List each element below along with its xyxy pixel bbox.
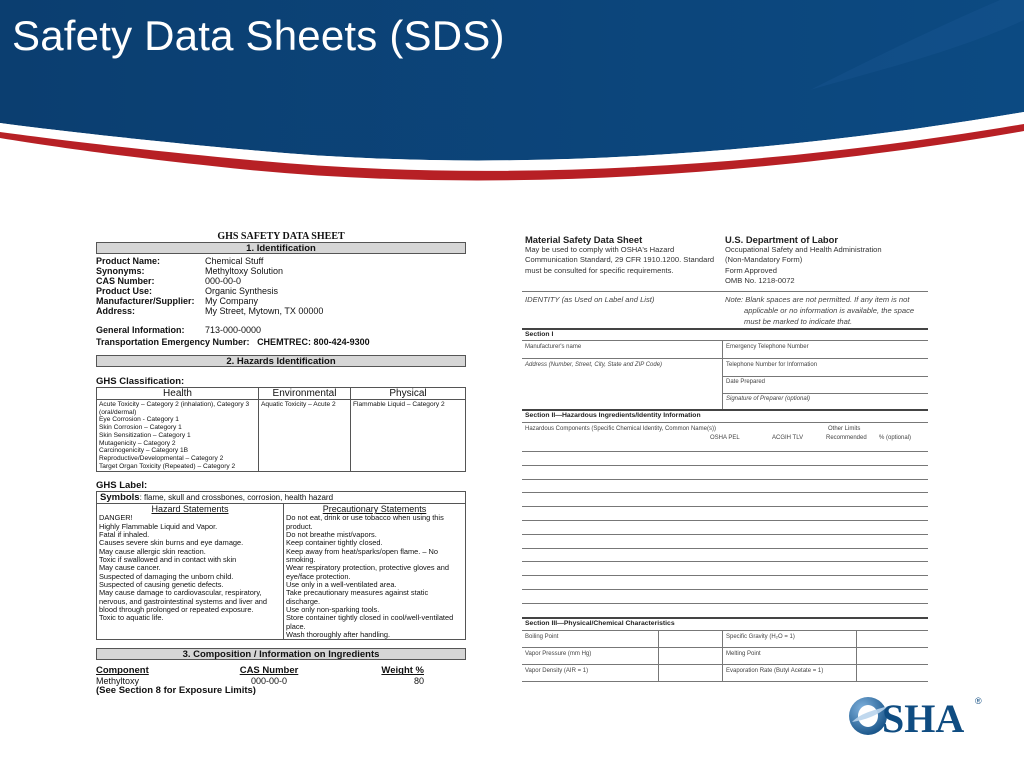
divider — [856, 630, 857, 682]
note-line: Note: Blank spaces are not permitted. If any item is not — [725, 295, 910, 304]
precautionary-statement: Do not eat, drink or use tobacco when using this product. — [286, 513, 444, 531]
ghs-safety-data-sheet — [96, 231, 466, 701]
section-2-heading: Section II—Hazardous Ingredients/Identity Information — [525, 412, 701, 419]
agency-line: OMB No. 1218-0072 — [725, 275, 795, 285]
rule — [522, 358, 928, 359]
kv-value: Organic Synthesis — [205, 286, 279, 296]
ghs-section-3-heading: 3. Composition / Information on Ingredients — [96, 648, 466, 660]
identification-list — [96, 256, 466, 316]
precautionary-statements-list — [284, 514, 465, 639]
osha-pel-label: OSHA PEL — [710, 435, 740, 441]
date-prepared-label: Date Prepared — [726, 379, 766, 385]
blank-line — [522, 506, 928, 507]
vapor-pressure-label: Vapor Pressure (mm Hg) — [525, 651, 592, 657]
hazard-statement: Toxic to aquatic life. — [99, 613, 164, 623]
identification-row — [96, 296, 466, 306]
ghs-section-1-heading: 1. Identification — [96, 242, 466, 254]
health-hazard-item: Skin Corrosion – Category 1 — [99, 424, 182, 432]
blank-line — [522, 534, 928, 535]
hazard-statements-heading: Hazard Statements — [151, 504, 229, 515]
msds-title: Material Safety Data Sheet — [525, 234, 643, 245]
blank-line — [522, 520, 928, 521]
rule — [522, 422, 928, 423]
identification-row — [96, 286, 466, 296]
agency-line: Occupational Safety and Health Administration — [725, 245, 882, 255]
precautionary-statement: Do not breathe mist/vapors. — [286, 530, 377, 540]
section-1-heading: Section I — [525, 331, 554, 338]
blank-line — [522, 465, 928, 466]
osha-material-safety-data-sheet — [522, 231, 928, 683]
blank-line — [522, 575, 928, 576]
rule — [522, 647, 928, 648]
msds-intro-line: must be consulted for specific requirements. — [525, 265, 674, 275]
identification-row — [96, 266, 466, 276]
health-hazards-cell — [97, 400, 259, 472]
component-header: Component — [96, 665, 149, 677]
hazardous-components-label: Hazardous Components (Specific Chemical Identity, Common Name(s)) — [525, 426, 716, 432]
ghs-classification-table — [96, 387, 466, 472]
kv-value: My Company — [205, 296, 259, 306]
divider — [722, 630, 723, 682]
kv-key: Product Name: — [96, 256, 161, 266]
health-hazard-item: Eye Corrosion - Category 1 — [99, 416, 179, 424]
note-line: must be marked to indicate that. — [744, 317, 853, 326]
agency-line: Form Approved — [725, 265, 777, 275]
other-limits-label: Other Limits — [828, 426, 861, 432]
rule — [522, 409, 928, 411]
note-line: applicable or no information is available, the space — [744, 306, 915, 315]
health-hazard-item: Skin Sensitization – Category 1 — [99, 431, 191, 439]
osha-logo-text: SHA — [882, 696, 965, 741]
blank-line — [522, 548, 928, 549]
rule — [722, 393, 928, 394]
ghs-label-box — [96, 491, 466, 640]
rule — [522, 617, 928, 619]
rule — [522, 340, 928, 341]
precautionary-statement: Keep container tightly closed. — [286, 538, 383, 548]
manufacturer-name-label: Manufacturer's name — [525, 344, 582, 350]
melting-point-label: Melting Point — [726, 651, 761, 657]
osha-logo — [842, 686, 992, 742]
slide-title: Safety Data Sheets (SDS) — [12, 12, 505, 59]
blank-line — [522, 589, 928, 590]
msds-intro-line: May be used to comply with OSHA's Hazard — [525, 245, 675, 255]
rule — [522, 681, 928, 682]
component-cas: 000-00-0 — [250, 676, 288, 687]
precautionary-statement: Wear respiratory protection, protective gloves and eye/face protection. — [286, 563, 449, 581]
symbols-label: Symbols — [100, 492, 140, 504]
kv-value: 713-000-0000 — [205, 325, 262, 335]
col-environmental: Environmental — [259, 388, 351, 400]
hazard-statement: DANGER! — [99, 513, 133, 523]
cas-number-header: CAS Number — [239, 665, 299, 677]
vapor-density-label: Vapor Density (AIR = 1) — [525, 668, 589, 674]
info-phone-label: Telephone Number for Information — [726, 362, 818, 368]
hazard-statement: Fatal if inhaled. — [99, 530, 150, 540]
symbols-text: : flame, skull and crossbones, corrosion, health hazard — [139, 493, 334, 503]
kv-key: General Information: — [96, 325, 185, 335]
rule — [522, 630, 928, 631]
hazard-statement: Suspected of causing genetic defects. — [99, 580, 224, 590]
hazard-statement: May cause allergic skin reaction. — [99, 546, 206, 556]
precautionary-statement: Wash thoroughly after handling. — [286, 630, 391, 640]
divider — [658, 630, 659, 682]
ghs-label-title: GHS Label: — [96, 480, 148, 492]
ghs-classification-label: GHS Classification: — [96, 376, 185, 387]
registered-mark: ® — [975, 696, 982, 706]
divider — [722, 340, 723, 409]
col-physical: Physical — [351, 388, 466, 400]
kv-key: Address: — [96, 306, 136, 316]
hazard-statement: May cause damage to cardiovascular, respiratory, nervous, and gastrointestinal systems and liver and blood through prolonged or repeated exposure. — [99, 588, 268, 615]
exposure-limits-note: (See Section 8 for Exposure Limits) — [96, 685, 256, 697]
component-name: Methyltoxy — [96, 676, 140, 687]
emergency-phone-label: Emergency Telephone Number — [726, 344, 809, 350]
kv-value: Chemical Stuff — [205, 256, 264, 266]
health-hazard-item: Reproductive/Developmental – Category 2 — [99, 454, 224, 462]
identification-row — [96, 276, 466, 286]
specific-gravity-label: Specific Gravity (H₂O = 1) — [726, 634, 795, 640]
msds-header-left — [525, 235, 715, 276]
hazard-statement: Highly Flammable Liquid and Vapor. — [99, 521, 218, 531]
environmental-hazards-cell: Aquatic Toxicity – Acute 2 — [259, 400, 351, 472]
rule — [522, 291, 928, 292]
identification-row — [96, 256, 466, 266]
blank-line — [522, 561, 928, 562]
health-hazard-item: Carcinogenicity – Category 1B — [99, 447, 189, 455]
component-weight: 80 — [413, 676, 424, 687]
health-hazard-item: Target Organ Toxicity (Repeated) – Category 2 — [99, 462, 236, 470]
health-hazard-item: Acute Toxicity – Category 2 (inhalation), Category 3 (oral/dermal) — [99, 401, 250, 416]
transport-emergency-row — [96, 337, 466, 347]
identification-row — [96, 306, 466, 316]
symbols-row — [97, 492, 465, 504]
rule — [722, 376, 928, 377]
health-hazard-item: Mutagenicity – Category 2 — [99, 439, 176, 447]
precautionary-statement: Use only non-sparking tools. — [286, 605, 380, 615]
rule — [522, 664, 928, 665]
msds-intro-line: Communication Standard, 29 CFR 1910.1200. Standard — [525, 255, 715, 265]
blank-line — [522, 479, 928, 480]
ghs-sheet-title: GHS SAFETY DATA SHEET — [217, 231, 345, 242]
section-3-heading: Section III—Physical/Chemical Characteristics — [525, 620, 675, 627]
col-health: Health — [97, 388, 259, 400]
recommended-label: Recommended — [826, 435, 867, 441]
kv-key: Manufacturer/Supplier: — [96, 296, 195, 306]
kv-key: Transportation Emergency Number: — [96, 337, 250, 347]
kv-value: 000-00-0 — [205, 276, 242, 286]
acgih-tlv-label: ACGIH TLV — [772, 435, 804, 441]
composition-header-row — [96, 666, 466, 676]
blank-line — [522, 451, 928, 452]
precautionary-statement: Take precautionary measures against static discharge. — [286, 588, 429, 606]
evaporation-rate-label: Evaporation Rate (Butyl Acetate = 1) — [726, 668, 824, 674]
percent-optional-label: % (optional) — [879, 435, 912, 441]
hazard-statement: Toxic if swallowed and in contact with skin — [99, 555, 237, 565]
blank-line — [522, 492, 928, 493]
msds-header-right — [725, 235, 925, 286]
kv-value: Methyltoxy Solution — [205, 266, 284, 276]
hazard-statements-list — [97, 514, 283, 622]
general-information-row — [96, 325, 466, 335]
precautionary-statement: Keep away from heat/sparks/open flame. – No smoking. — [286, 546, 438, 565]
identity-label: IDENTITY (as Used on Label and List) — [525, 295, 655, 304]
ghs-section-2-heading: 2. Hazards Identification — [96, 355, 466, 367]
hazard-statement: Suspected of damaging the unborn child. — [99, 571, 234, 581]
hazard-statement: May cause cancer. — [99, 563, 161, 573]
dept-labor-title: U.S. Department of Labor — [725, 234, 839, 245]
kv-value: My Street, Mytown, TX 00000 — [205, 306, 324, 316]
kv-value: CHEMTREC: 800-424-9300 — [257, 337, 370, 347]
precautionary-statement: Use only in a well-ventilated area. — [286, 580, 397, 590]
hazard-statement: Causes severe skin burns and eye damage. — [99, 538, 244, 548]
agency-line: (Non-Mandatory Form) — [725, 255, 803, 265]
address-label: Address (Number, Street, City, State and ZIP Code) — [525, 362, 663, 368]
precautionary-statement: Store container tightly closed in cool/well-ventilated place. — [286, 613, 454, 631]
kv-key: Synonyms: — [96, 266, 145, 276]
boiling-point-label: Boiling Point — [525, 634, 559, 640]
kv-key: CAS Number: — [96, 276, 155, 286]
blank-line — [522, 603, 928, 604]
precautionary-statements-heading: Precautionary Statements — [322, 504, 427, 515]
weight-header: Weight % — [381, 665, 424, 677]
physical-hazards-cell: Flammable Liquid – Category 2 — [351, 400, 466, 472]
rule — [522, 328, 928, 330]
signature-label: Signature of Preparer (optional) — [726, 396, 811, 402]
kv-key: Product Use: — [96, 286, 153, 296]
